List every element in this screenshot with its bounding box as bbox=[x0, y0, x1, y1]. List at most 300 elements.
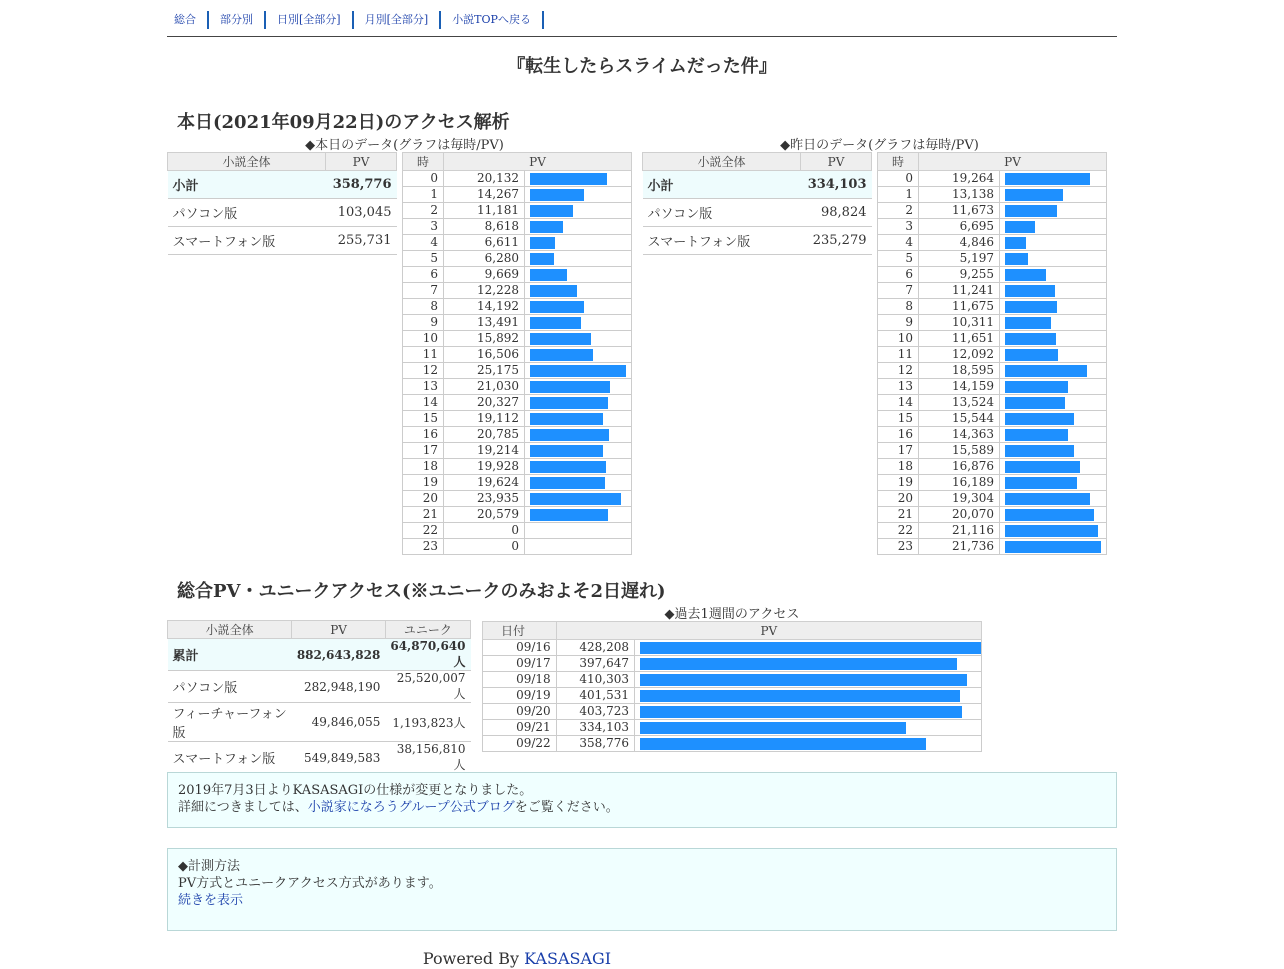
bar-cell bbox=[525, 523, 632, 539]
row-label: パソコン版 bbox=[168, 199, 326, 227]
table-row bbox=[878, 171, 1107, 187]
hour-cell: 15 bbox=[878, 411, 919, 427]
bar-cell bbox=[525, 283, 632, 299]
bar-cell bbox=[525, 475, 632, 491]
table-row bbox=[403, 331, 632, 347]
pv-cell: 21,736 bbox=[919, 539, 1000, 555]
bar-cell bbox=[525, 363, 632, 379]
pv-bar bbox=[1005, 413, 1074, 425]
pv-bar bbox=[640, 674, 967, 686]
pv-bar bbox=[530, 397, 608, 409]
hour-cell: 10 bbox=[403, 331, 444, 347]
pv-cell: 5,197 bbox=[919, 251, 1000, 267]
pv-cell: 25,175 bbox=[444, 363, 525, 379]
hour-cell: 4 bbox=[403, 235, 444, 251]
col-header: ユニーク bbox=[385, 621, 470, 639]
pv-cell: 401,531 bbox=[556, 688, 634, 704]
bar-cell bbox=[1000, 331, 1107, 347]
bar-cell bbox=[1000, 171, 1107, 187]
table-row bbox=[878, 475, 1107, 491]
hour-cell: 22 bbox=[878, 523, 919, 539]
nav-list bbox=[174, 11, 555, 29]
hour-cell: 6 bbox=[878, 267, 919, 283]
col-header: PV bbox=[801, 153, 872, 171]
date-cell: 09/16 bbox=[483, 640, 557, 656]
table-row bbox=[483, 672, 982, 688]
col-header: PV bbox=[556, 622, 981, 640]
pv-bar bbox=[1005, 317, 1051, 329]
table-row bbox=[403, 171, 632, 187]
pv-cell: 21,116 bbox=[919, 523, 1000, 539]
pv-cell: 13,138 bbox=[919, 187, 1000, 203]
pv-cell: 428,208 bbox=[556, 640, 634, 656]
table-row bbox=[403, 491, 632, 507]
bar-cell bbox=[1000, 379, 1107, 395]
table-row bbox=[403, 475, 632, 491]
pv-bar bbox=[530, 205, 573, 217]
bar-cell bbox=[525, 443, 632, 459]
bar-cell bbox=[635, 688, 982, 704]
table-row bbox=[878, 235, 1107, 251]
bar-cell bbox=[525, 331, 632, 347]
table-row bbox=[168, 671, 471, 703]
yesterday-caption: ◆昨日のデータ(グラフは毎時/PV) bbox=[780, 138, 979, 153]
pv-cell: 16,876 bbox=[919, 459, 1000, 475]
hour-cell: 11 bbox=[878, 347, 919, 363]
pv-cell: 19,112 bbox=[444, 411, 525, 427]
pv-bar bbox=[530, 429, 609, 441]
table-row bbox=[878, 283, 1107, 299]
table-row bbox=[403, 379, 632, 395]
table-row bbox=[483, 640, 982, 656]
table-row bbox=[403, 315, 632, 331]
table-row bbox=[403, 523, 632, 539]
show-more-link[interactable]: 続きを表示 bbox=[178, 893, 244, 908]
pv-bar bbox=[640, 738, 926, 750]
top-nav bbox=[167, 0, 1117, 37]
table-row bbox=[403, 187, 632, 203]
table-row bbox=[403, 203, 632, 219]
pv-bar bbox=[1005, 509, 1094, 521]
method-box bbox=[167, 848, 1117, 931]
pv-bar bbox=[1005, 205, 1057, 217]
hour-cell: 18 bbox=[878, 459, 919, 475]
nav-item bbox=[452, 11, 544, 29]
pv-bar bbox=[1005, 269, 1046, 281]
pv-bar bbox=[530, 189, 584, 201]
row-label: フィーチャーフォン版 bbox=[168, 703, 292, 742]
pv-bar bbox=[1005, 429, 1068, 441]
hour-cell: 14 bbox=[878, 395, 919, 411]
table-row bbox=[878, 539, 1107, 555]
method-title: ◆計測方法 bbox=[178, 859, 240, 874]
table-row bbox=[878, 187, 1107, 203]
table-row bbox=[403, 411, 632, 427]
hour-cell: 13 bbox=[878, 379, 919, 395]
table-row bbox=[878, 219, 1107, 235]
bar-cell bbox=[525, 235, 632, 251]
pv-cell: 19,264 bbox=[919, 171, 1000, 187]
date-cell: 09/18 bbox=[483, 672, 557, 688]
table-row bbox=[483, 688, 982, 704]
row-label: 小計 bbox=[643, 171, 801, 199]
method-text: PV方式とユニークアクセス方式があります。 bbox=[178, 876, 442, 891]
date-cell: 09/17 bbox=[483, 656, 557, 672]
pv-bar bbox=[530, 493, 621, 505]
pv-bar bbox=[1005, 333, 1056, 345]
nav-link-1[interactable]: 部分別 bbox=[220, 13, 253, 26]
bar-cell bbox=[1000, 507, 1107, 523]
table-row bbox=[878, 523, 1107, 539]
table-row bbox=[878, 443, 1107, 459]
pv-value: 282,948,190 bbox=[292, 671, 386, 703]
pv-bar bbox=[640, 722, 906, 734]
hour-cell: 15 bbox=[403, 411, 444, 427]
bar-cell bbox=[525, 187, 632, 203]
pv-bar bbox=[640, 642, 981, 654]
hour-cell: 3 bbox=[403, 219, 444, 235]
row-value: 235,279 bbox=[801, 227, 872, 255]
table-row bbox=[168, 171, 397, 199]
row-value: 334,103 bbox=[801, 171, 872, 199]
table-row bbox=[168, 703, 471, 742]
table-row bbox=[403, 251, 632, 267]
pv-bar bbox=[530, 269, 567, 281]
pv-bar bbox=[1005, 253, 1028, 265]
pv-cell: 0 bbox=[444, 539, 525, 555]
table-row bbox=[878, 203, 1107, 219]
pv-cell: 10,311 bbox=[919, 315, 1000, 331]
footer bbox=[0, 949, 1034, 968]
pv-cell: 21,030 bbox=[444, 379, 525, 395]
hour-cell: 23 bbox=[878, 539, 919, 555]
col-header: 小説全体 bbox=[168, 153, 326, 171]
date-cell: 09/19 bbox=[483, 688, 557, 704]
table-row bbox=[878, 267, 1107, 283]
hour-cell: 10 bbox=[878, 331, 919, 347]
hour-cell: 2 bbox=[878, 203, 919, 219]
pv-cell: 11,181 bbox=[444, 203, 525, 219]
pv-bar bbox=[640, 658, 957, 670]
yesterday-summary-table bbox=[642, 152, 872, 255]
table-row bbox=[403, 507, 632, 523]
table-row bbox=[403, 299, 632, 315]
total-summary-table bbox=[167, 620, 471, 774]
pv-cell: 403,723 bbox=[556, 704, 634, 720]
hour-cell: 7 bbox=[878, 283, 919, 299]
hour-cell: 1 bbox=[878, 187, 919, 203]
bar-cell bbox=[525, 171, 632, 187]
col-header: 小説全体 bbox=[643, 153, 801, 171]
hour-cell: 16 bbox=[878, 427, 919, 443]
notice-line2 bbox=[178, 799, 1116, 816]
bar-cell bbox=[525, 299, 632, 315]
pv-cell: 20,785 bbox=[444, 427, 525, 443]
hour-cell: 9 bbox=[878, 315, 919, 331]
pv-cell: 18,595 bbox=[919, 363, 1000, 379]
row-label: スマートフォン版 bbox=[168, 227, 326, 255]
official-blog-link[interactable]: 小説家になろうグループ公式ブログ bbox=[307, 800, 515, 815]
table-row bbox=[483, 720, 982, 736]
pv-value: 549,849,583 bbox=[292, 742, 386, 774]
bar-cell bbox=[525, 347, 632, 363]
today-heading: 本日(2021年09月22日)のアクセス解析 bbox=[177, 112, 510, 133]
pv-bar bbox=[1005, 541, 1101, 553]
unique-value: 25,520,007人 bbox=[385, 671, 470, 703]
table-row bbox=[878, 347, 1107, 363]
nav-link-0[interactable]: 総合 bbox=[174, 13, 196, 26]
hour-cell: 21 bbox=[878, 507, 919, 523]
pv-bar bbox=[530, 445, 603, 457]
table-row bbox=[878, 315, 1107, 331]
table-row bbox=[483, 704, 982, 720]
total-heading: 総合PV・ユニークアクセス(※ユニークのみおよそ2日遅れ) bbox=[177, 581, 666, 602]
pv-cell: 397,647 bbox=[556, 656, 634, 672]
hour-cell: 22 bbox=[403, 523, 444, 539]
table-row bbox=[403, 539, 632, 555]
pv-value: 882,643,828 bbox=[292, 639, 386, 671]
pv-cell: 0 bbox=[444, 523, 525, 539]
bar-cell bbox=[1000, 491, 1107, 507]
pv-cell: 16,189 bbox=[919, 475, 1000, 491]
pv-bar bbox=[1005, 493, 1090, 505]
date-cell: 09/22 bbox=[483, 736, 557, 752]
table-row bbox=[878, 379, 1107, 395]
pv-bar bbox=[640, 706, 962, 718]
pv-cell: 6,280 bbox=[444, 251, 525, 267]
bar-cell bbox=[1000, 411, 1107, 427]
bar-cell bbox=[635, 672, 982, 688]
nav-link-4[interactable]: 小説TOPへ戻る bbox=[452, 13, 531, 26]
table-row bbox=[403, 267, 632, 283]
table-row bbox=[878, 331, 1107, 347]
pv-cell: 19,928 bbox=[444, 459, 525, 475]
pv-cell: 20,579 bbox=[444, 507, 525, 523]
pv-bar bbox=[1005, 461, 1080, 473]
bar-cell bbox=[1000, 203, 1107, 219]
pv-cell: 23,935 bbox=[444, 491, 525, 507]
table-row bbox=[878, 395, 1107, 411]
nav-item bbox=[365, 11, 442, 29]
hour-cell: 17 bbox=[878, 443, 919, 459]
kasasagi-link[interactable]: KASASAGI bbox=[524, 949, 612, 968]
unique-value: 64,870,640人 bbox=[385, 639, 470, 671]
table-row bbox=[878, 411, 1107, 427]
pv-cell: 9,255 bbox=[919, 267, 1000, 283]
table-row bbox=[168, 227, 397, 255]
notice-line2-post: をご覧ください。 bbox=[514, 800, 619, 815]
row-value: 358,776 bbox=[326, 171, 397, 199]
pv-bar bbox=[530, 237, 555, 249]
nav-link-2[interactable]: 日別[全部分] bbox=[277, 13, 341, 26]
hour-cell: 19 bbox=[878, 475, 919, 491]
pv-cell: 16,506 bbox=[444, 347, 525, 363]
hour-cell: 14 bbox=[403, 395, 444, 411]
table-row bbox=[878, 459, 1107, 475]
hour-cell: 18 bbox=[403, 459, 444, 475]
pv-cell: 13,524 bbox=[919, 395, 1000, 411]
hour-cell: 12 bbox=[403, 363, 444, 379]
pv-cell: 20,132 bbox=[444, 171, 525, 187]
hour-cell: 17 bbox=[403, 443, 444, 459]
pv-bar bbox=[1005, 349, 1058, 361]
table-row bbox=[403, 283, 632, 299]
bar-cell bbox=[525, 411, 632, 427]
pv-cell: 6,695 bbox=[919, 219, 1000, 235]
bar-cell bbox=[1000, 267, 1107, 283]
pv-bar bbox=[1005, 397, 1065, 409]
table-row bbox=[878, 427, 1107, 443]
table-row bbox=[483, 656, 982, 672]
today-hourly-table bbox=[402, 152, 632, 555]
pv-bar bbox=[530, 301, 584, 313]
table-row bbox=[878, 491, 1107, 507]
bar-cell bbox=[1000, 251, 1107, 267]
bar-cell bbox=[1000, 219, 1107, 235]
pv-value: 49,846,055 bbox=[292, 703, 386, 742]
table-row bbox=[403, 219, 632, 235]
table-row bbox=[643, 171, 872, 199]
col-header: PV bbox=[919, 153, 1107, 171]
hour-cell: 21 bbox=[403, 507, 444, 523]
yesterday-hourly-table bbox=[877, 152, 1107, 555]
hour-cell: 1 bbox=[403, 187, 444, 203]
bar-cell bbox=[525, 507, 632, 523]
bar-cell bbox=[525, 251, 632, 267]
notice-box bbox=[167, 772, 1117, 828]
hour-cell: 8 bbox=[878, 299, 919, 315]
hour-cell: 8 bbox=[403, 299, 444, 315]
today-caption: ◆本日のデータ(グラフは毎時/PV) bbox=[305, 138, 504, 153]
pv-cell: 9,669 bbox=[444, 267, 525, 283]
pv-cell: 19,624 bbox=[444, 475, 525, 491]
bar-cell bbox=[525, 379, 632, 395]
hour-cell: 12 bbox=[878, 363, 919, 379]
hour-cell: 5 bbox=[403, 251, 444, 267]
pv-bar bbox=[1005, 445, 1074, 457]
pv-bar bbox=[530, 461, 606, 473]
pv-bar bbox=[530, 413, 603, 425]
pv-cell: 11,241 bbox=[919, 283, 1000, 299]
bar-cell bbox=[525, 203, 632, 219]
row-label: 小計 bbox=[168, 171, 326, 199]
bar-cell bbox=[1000, 395, 1107, 411]
row-value: 98,824 bbox=[801, 199, 872, 227]
pv-cell: 15,892 bbox=[444, 331, 525, 347]
pv-bar bbox=[530, 253, 554, 265]
pv-cell: 11,675 bbox=[919, 299, 1000, 315]
hour-cell: 11 bbox=[403, 347, 444, 363]
pv-cell: 19,214 bbox=[444, 443, 525, 459]
pv-cell: 14,192 bbox=[444, 299, 525, 315]
pv-bar bbox=[1005, 221, 1035, 233]
hour-cell: 3 bbox=[878, 219, 919, 235]
table-row bbox=[403, 235, 632, 251]
pv-cell: 8,618 bbox=[444, 219, 525, 235]
hour-cell: 13 bbox=[403, 379, 444, 395]
col-header: 時 bbox=[403, 153, 444, 171]
hour-cell: 7 bbox=[403, 283, 444, 299]
unique-value: 38,156,810人 bbox=[385, 742, 470, 774]
pv-cell: 11,651 bbox=[919, 331, 1000, 347]
pv-cell: 20,327 bbox=[444, 395, 525, 411]
pv-bar bbox=[1005, 173, 1090, 185]
pv-cell: 14,159 bbox=[919, 379, 1000, 395]
footer-prefix: Powered By bbox=[422, 949, 525, 968]
bar-cell bbox=[1000, 283, 1107, 299]
bar-cell bbox=[1000, 187, 1107, 203]
pv-cell: 358,776 bbox=[556, 736, 634, 752]
pv-bar bbox=[530, 509, 608, 521]
page-title: 『転生したらスライムだった件』 bbox=[507, 56, 777, 77]
hour-cell: 20 bbox=[403, 491, 444, 507]
bar-cell bbox=[635, 720, 982, 736]
pv-bar bbox=[1005, 301, 1057, 313]
pv-cell: 11,673 bbox=[919, 203, 1000, 219]
bar-cell bbox=[1000, 427, 1107, 443]
pv-bar bbox=[530, 349, 593, 361]
bar-cell bbox=[1000, 235, 1107, 251]
pv-cell: 334,103 bbox=[556, 720, 634, 736]
col-header: 日付 bbox=[483, 622, 557, 640]
pv-bar bbox=[530, 317, 581, 329]
table-row bbox=[403, 459, 632, 475]
week-caption: ◆過去1週間のアクセス bbox=[664, 607, 800, 622]
table-row bbox=[168, 742, 471, 774]
bar-cell bbox=[525, 267, 632, 283]
hour-cell: 0 bbox=[403, 171, 444, 187]
bar-cell bbox=[525, 459, 632, 475]
hour-cell: 6 bbox=[403, 267, 444, 283]
pv-bar bbox=[1005, 237, 1026, 249]
date-cell: 09/20 bbox=[483, 704, 557, 720]
unique-value: 1,193,823人 bbox=[385, 703, 470, 742]
bar-cell bbox=[1000, 363, 1107, 379]
pv-cell: 410,303 bbox=[556, 672, 634, 688]
nav-link-3[interactable]: 月別[全部分] bbox=[364, 13, 429, 26]
pv-bar bbox=[1005, 285, 1055, 297]
pv-bar bbox=[530, 365, 626, 377]
table-row bbox=[878, 251, 1107, 267]
pv-bar bbox=[1005, 477, 1077, 489]
table-row bbox=[168, 199, 397, 227]
row-value: 255,731 bbox=[326, 227, 397, 255]
table-row bbox=[168, 639, 471, 671]
bar-cell bbox=[635, 736, 982, 752]
pv-cell: 12,228 bbox=[444, 283, 525, 299]
bar-cell bbox=[1000, 315, 1107, 331]
pv-cell: 12,092 bbox=[919, 347, 1000, 363]
nav-item bbox=[220, 11, 266, 29]
hour-cell: 16 bbox=[403, 427, 444, 443]
table-row bbox=[403, 363, 632, 379]
bar-cell bbox=[1000, 299, 1107, 315]
bar-cell bbox=[525, 427, 632, 443]
row-label: パソコン版 bbox=[643, 199, 801, 227]
pv-cell: 15,544 bbox=[919, 411, 1000, 427]
pv-bar bbox=[530, 381, 610, 393]
notice-line2-pre: 詳細につきましては、 bbox=[178, 800, 308, 815]
bar-cell bbox=[525, 539, 632, 555]
bar-cell bbox=[525, 395, 632, 411]
pv-bar bbox=[530, 173, 607, 185]
hour-cell: 2 bbox=[403, 203, 444, 219]
hour-cell: 23 bbox=[403, 539, 444, 555]
bar-cell bbox=[1000, 347, 1107, 363]
pv-bar bbox=[1005, 381, 1068, 393]
table-row bbox=[643, 199, 872, 227]
hour-cell: 0 bbox=[878, 171, 919, 187]
